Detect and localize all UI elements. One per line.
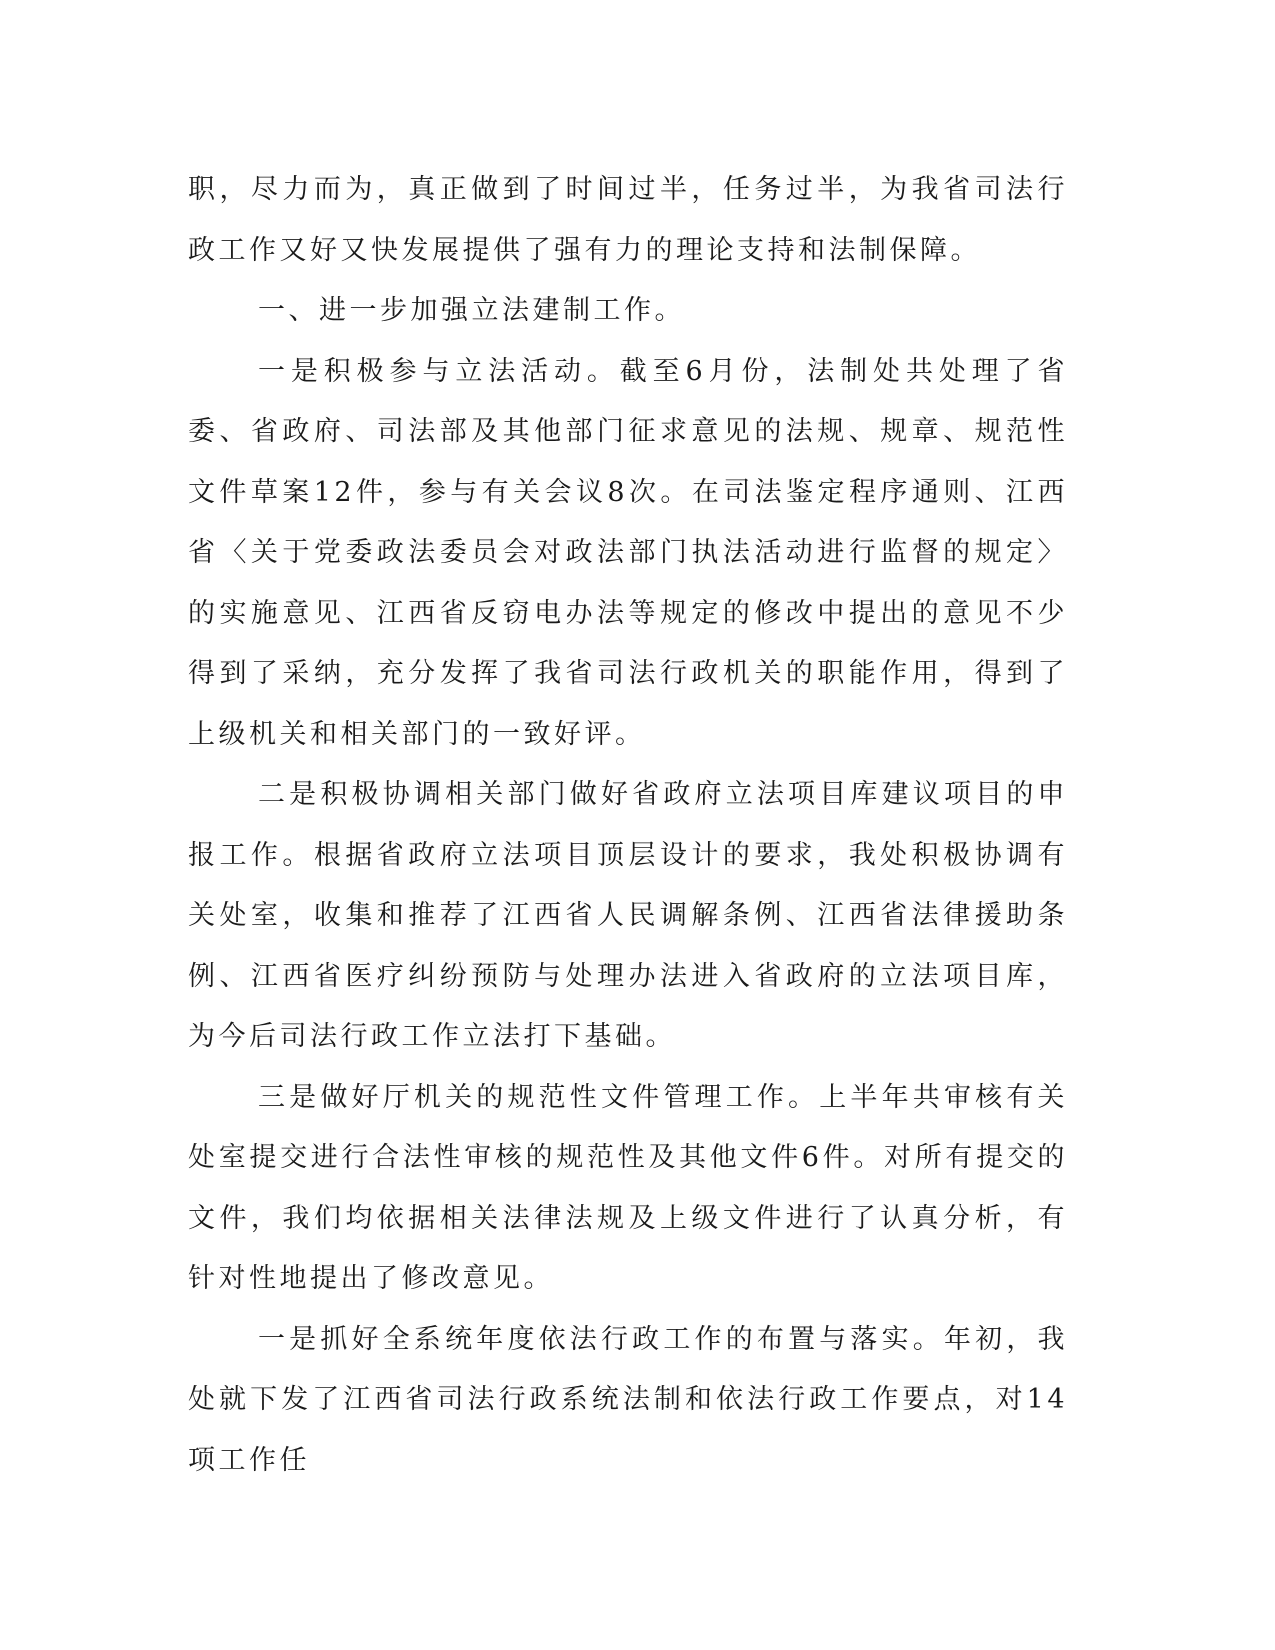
paragraph-legislation-project-library: 二是积极协调相关部门做好省政府立法项目库建议项目的申报工作。根据省政府立法项目顶层设计的要求，我处积极协调有关处室，收集和推荐了江西省人民调解条例、江西省法律援助条例、江西省医疗纠纷预防与处理办法进入省政府的立法项目库，为今后司法行政工作立法打下基础。 xyxy=(188,779,1068,1052)
paragraph-normative-documents: 三是做好厅机关的规范性文件管理工作。上半年共审核有关处室提交进行合法性审核的规范性及其他文件6件。对所有提交的文件，我们均依据相关法律法规及上级文件进行了认真分析，有针对性地提出了修改意见。 xyxy=(188,1081,1068,1294)
document-body xyxy=(188,160,1068,1491)
paragraph-continuation: 职，尽力而为，真正做到了时间过半，任务过半，为我省司法行政工作又好又快发展提供了强有力的理论支持和法制保障。 xyxy=(188,174,1068,266)
paragraph-legislation-activities: 一是积极参与立法活动。截至6月份，法制处共处理了省委、省政府、司法部及其他部门征求意见的法规、规章、规范性文件草案12件，参与有关会议8次。在司法鉴定程序通则、江西省〈关于党委政法委员会对政法部门执法活动进行监督的规定〉的实施意见、江西省反窃电办法等规定的修改中提出的意见不少得到了采纳，充分发挥了我省司法行政机关的职能作用，得到了上级机关和相关部门的一致好评。 xyxy=(188,355,1068,750)
section-heading: 一、进一步加强立法建制工作。 xyxy=(258,295,685,326)
paragraph-annual-administration: 一是抓好全系统年度依法行政工作的布置与落实。年初，我处就下发了江西省司法行政系统法制和依法行政工作要点，对14项工作任 xyxy=(188,1323,1068,1476)
